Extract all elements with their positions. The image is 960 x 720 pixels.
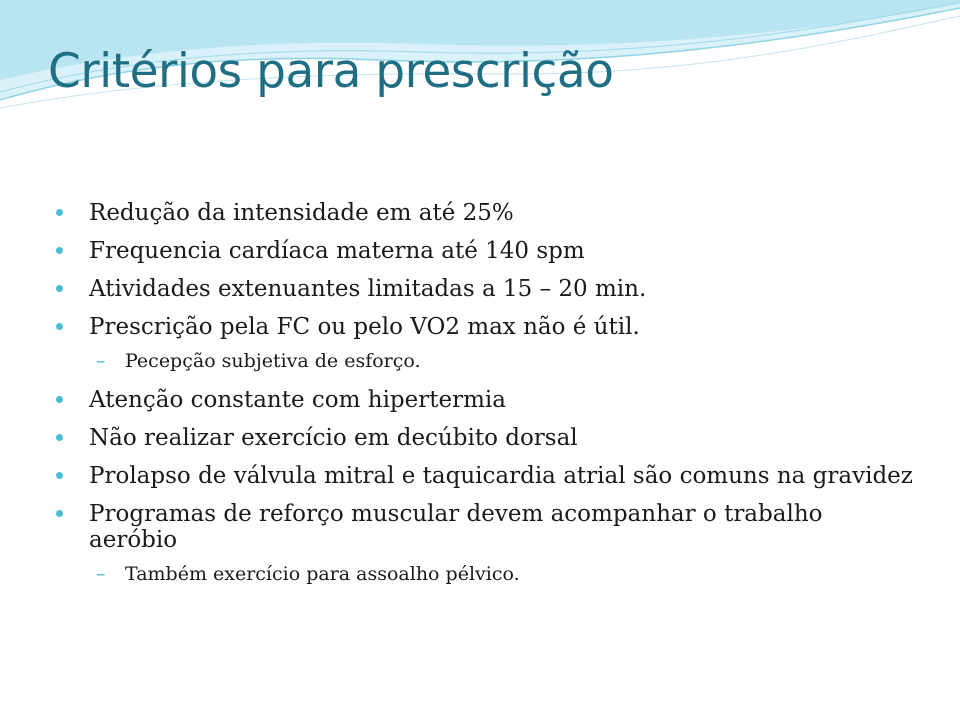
- sub-bullet-text: Pecepção subjetiva de esforço.: [125, 350, 421, 372]
- bullet-text: Atividades extenuantes limitadas a 15 – 20 min.: [89, 276, 647, 302]
- bullet-text: Frequencia cardíaca materna até 140 spm: [89, 238, 585, 264]
- bullet-item: [56, 463, 916, 489]
- bullet-dot-icon: [56, 396, 63, 403]
- dash-icon: –: [96, 563, 106, 585]
- bullet-text: Programas de reforço muscular devem acompanhar o trabalho aeróbio: [89, 501, 823, 553]
- bullet-dot-icon: [56, 323, 63, 330]
- bullet-dot-icon: [56, 285, 63, 292]
- bullet-dot-icon: [56, 247, 63, 254]
- bullet-dot-icon: [56, 510, 63, 517]
- bullet-text: Prolapso de válvula mitral e taquicardia atrial são comuns na gravidez: [89, 463, 913, 489]
- bullet-item: [56, 387, 916, 413]
- bullet-dot-icon: [56, 434, 63, 441]
- sub-bullet-item: [56, 563, 916, 585]
- sub-bullet-item: [56, 350, 916, 372]
- bullet-text: Atenção constante com hipertermia: [89, 387, 506, 413]
- bullet-text: Prescrição pela FC ou pelo VO2 max não é útil.: [89, 314, 640, 340]
- dash-icon: –: [96, 350, 106, 372]
- slide-title: Critérios para prescrição: [48, 44, 614, 99]
- bullet-dot-icon: [56, 209, 63, 216]
- bullet-item: [56, 276, 916, 302]
- bullet-item: [56, 501, 916, 553]
- bullet-item: [56, 200, 916, 226]
- bullet-text: Redução da intensidade em até 25%: [89, 200, 514, 226]
- sub-bullet-text: Também exercício para assoalho pélvico.: [125, 563, 520, 585]
- bullet-item: [56, 238, 916, 264]
- bullet-text: Não realizar exercício em decúbito dorsal: [89, 425, 578, 451]
- bullet-dot-icon: [56, 472, 63, 479]
- bullet-item: [56, 314, 916, 340]
- bullet-item: [56, 425, 916, 451]
- bullet-list: [56, 200, 916, 600]
